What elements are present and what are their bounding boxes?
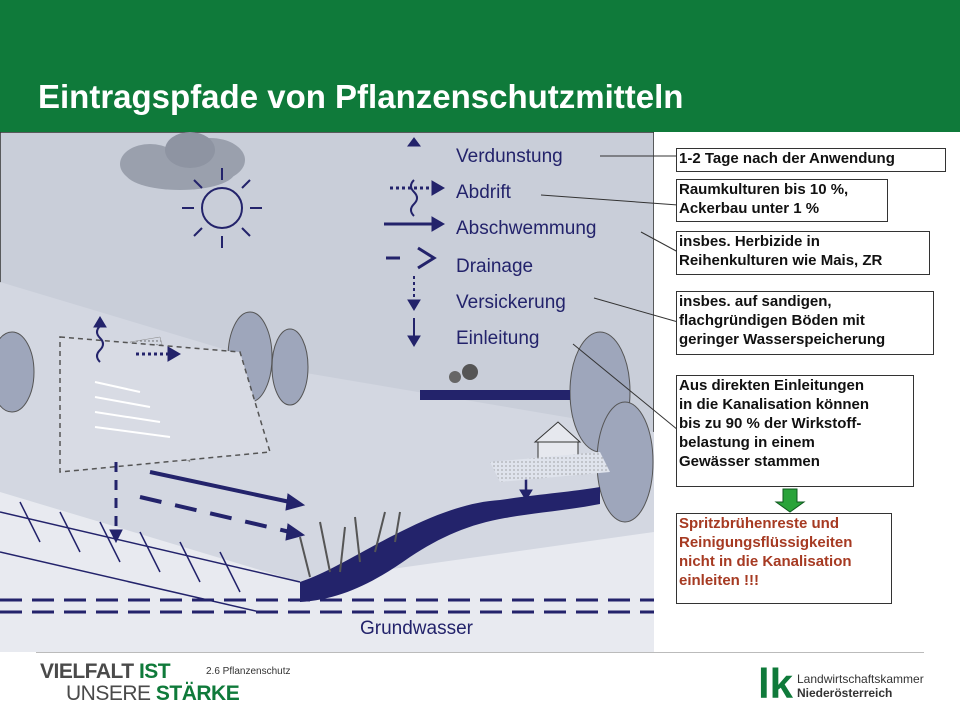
warning-note: Spritzbrühenreste und Reinigungsflüssigkeiten nicht in die Kanalisation einleiten !!! (676, 513, 892, 604)
note-versickerung: insbes. auf sandigen, flachgründigen Böden mit geringer Wasserspeicherung (676, 291, 934, 355)
legend-versickerung: Versickerung (456, 292, 566, 313)
illustration (0, 132, 654, 652)
slide-title: Eintragspfade von Pflanzenschutzmitteln (38, 78, 684, 115)
slogan-line-2: UNSERE STÄRKE (66, 682, 240, 705)
slogan-line-1: VIELFALT IST (40, 660, 171, 683)
legend-abdrift: Abdrift (456, 182, 511, 203)
org-name-line-1: Landwirtschaftskammer (797, 672, 924, 686)
org-name-line-2: Niederösterreich (797, 686, 893, 700)
legend-einleitung: Einleitung (456, 328, 540, 349)
footer-divider (36, 652, 924, 653)
note-abschwemmung: insbes. Herbizide in Reihenkulturen wie Mais, ZR (676, 231, 930, 275)
legend-abschwemmung: Abschwemmung (456, 218, 597, 239)
svg-text:lk: lk (758, 662, 794, 702)
note-abdrift: Raumkulturen bis 10 %, Ackerbau unter 1 % (676, 179, 888, 222)
note-einleitung: Aus direkten Einleitungen in die Kanalisation können bis zu 90 % der Wirkstoff- belastung in einem Gewässer stammen (676, 375, 914, 487)
section-label: 2.6 Pflanzenschutz (206, 666, 291, 677)
field (60, 337, 270, 472)
down-arrow-icon (776, 489, 804, 512)
note-verdunstung: 1-2 Tage nach der Anwendung (676, 148, 946, 172)
label-grundwasser: Grundwasser (360, 618, 473, 639)
legend-drainage: Drainage (456, 256, 534, 277)
legend-verdunstung: Verdunstung (456, 146, 563, 167)
lk-logo-icon (758, 662, 796, 702)
